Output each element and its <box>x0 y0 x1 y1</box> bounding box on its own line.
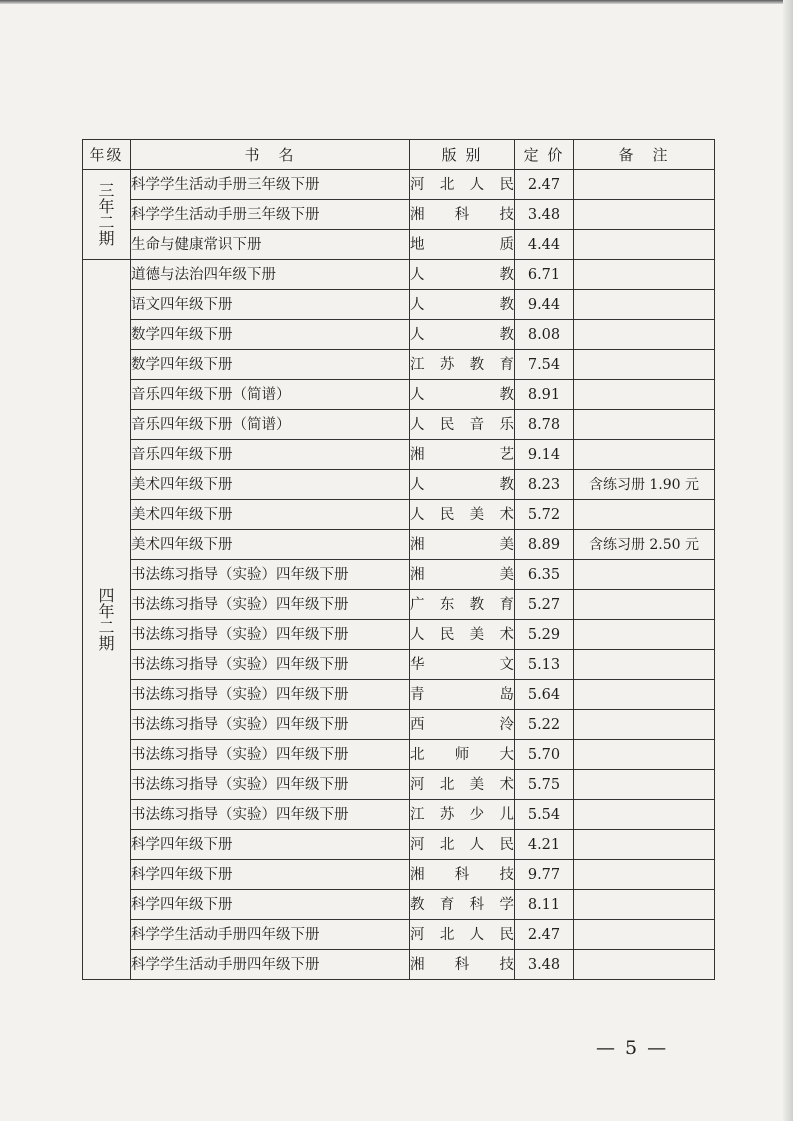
price-cell: 4.21 <box>515 830 574 860</box>
publisher-cell: 教育科学 <box>410 890 515 920</box>
title-cell: 语文四年级下册 <box>131 290 410 320</box>
table-row <box>83 560 715 590</box>
title-cell: 科学学生活动手册三年级下册 <box>131 200 410 230</box>
publisher-cell: 广东教育 <box>410 590 515 620</box>
note-cell <box>574 800 715 830</box>
price-cell: 5.72 <box>515 500 574 530</box>
note-cell: 含练习册 1.90 元 <box>574 470 715 500</box>
note-cell <box>574 590 715 620</box>
publisher-cell: 北师大 <box>410 740 515 770</box>
title-cell: 科学学生活动手册三年级下册 <box>131 170 410 200</box>
title-cell: 书法练习指导（实验）四年级下册 <box>131 590 410 620</box>
table-row <box>83 590 715 620</box>
note-cell <box>574 320 715 350</box>
title-cell: 科学四年级下册 <box>131 860 410 890</box>
title-cell: 书法练习指导（实验）四年级下册 <box>131 650 410 680</box>
textbook-price-table <box>82 139 715 980</box>
publisher-cell: 华文 <box>410 650 515 680</box>
title-cell: 书法练习指导（实验）四年级下册 <box>131 620 410 650</box>
title-cell: 音乐四年级下册（简谱） <box>131 380 410 410</box>
note-cell <box>574 860 715 890</box>
table-header-row <box>83 140 715 170</box>
header-grade: 年级 <box>83 140 131 170</box>
header-price: 定 价 <box>515 140 574 170</box>
note-cell <box>574 950 715 980</box>
page-number: — 5 — <box>596 1037 669 1059</box>
price-cell: 9.44 <box>515 290 574 320</box>
title-cell: 科学四年级下册 <box>131 830 410 860</box>
title-cell: 音乐四年级下册 <box>131 440 410 470</box>
publisher-cell: 湘美 <box>410 530 515 560</box>
publisher-cell: 人教 <box>410 380 515 410</box>
note-cell <box>574 560 715 590</box>
table-row <box>83 470 715 500</box>
header-title: 书 名 <box>131 140 410 170</box>
table-row <box>83 710 715 740</box>
title-cell: 书法练习指导（实验）四年级下册 <box>131 710 410 740</box>
table-row <box>83 500 715 530</box>
price-cell: 5.64 <box>515 680 574 710</box>
note-cell <box>574 920 715 950</box>
price-cell: 8.91 <box>515 380 574 410</box>
title-cell: 音乐四年级下册（简谱） <box>131 410 410 440</box>
title-cell: 科学学生活动手册四年级下册 <box>131 920 410 950</box>
price-cell: 3.48 <box>515 950 574 980</box>
publisher-cell: 人教 <box>410 320 515 350</box>
table-row <box>83 380 715 410</box>
scan-right-edge <box>783 0 793 1121</box>
note-cell <box>574 440 715 470</box>
price-cell: 5.70 <box>515 740 574 770</box>
grade-cell <box>83 260 131 980</box>
title-cell: 书法练习指导（实验）四年级下册 <box>131 770 410 800</box>
note-cell <box>574 650 715 680</box>
price-cell: 2.47 <box>515 920 574 950</box>
grade-label: 三年二期 <box>98 180 115 248</box>
note-cell <box>574 500 715 530</box>
note-cell <box>574 410 715 440</box>
publisher-cell: 人民美术 <box>410 500 515 530</box>
note-cell <box>574 290 715 320</box>
price-cell: 9.14 <box>515 440 574 470</box>
header-publisher: 版 别 <box>410 140 515 170</box>
price-cell: 7.54 <box>515 350 574 380</box>
title-cell: 数学四年级下册 <box>131 320 410 350</box>
table-row <box>83 350 715 380</box>
title-cell: 书法练习指导（实验）四年级下册 <box>131 560 410 590</box>
price-cell: 5.29 <box>515 620 574 650</box>
publisher-cell: 河北美术 <box>410 770 515 800</box>
title-cell: 书法练习指导（实验）四年级下册 <box>131 680 410 710</box>
note-cell <box>574 710 715 740</box>
table-row <box>83 830 715 860</box>
price-cell: 5.54 <box>515 800 574 830</box>
grade-label: 四年二期 <box>98 585 115 653</box>
table-row <box>83 620 715 650</box>
price-cell: 9.77 <box>515 860 574 890</box>
title-cell: 数学四年级下册 <box>131 350 410 380</box>
note-cell <box>574 260 715 290</box>
table-row <box>83 530 715 560</box>
publisher-cell: 江苏少儿 <box>410 800 515 830</box>
note-cell <box>574 890 715 920</box>
table-row <box>83 200 715 230</box>
publisher-cell: 湘美 <box>410 560 515 590</box>
table-row <box>83 650 715 680</box>
table-row <box>83 410 715 440</box>
price-cell: 5.22 <box>515 710 574 740</box>
table-row <box>83 800 715 830</box>
table-row <box>83 440 715 470</box>
publisher-cell: 人民音乐 <box>410 410 515 440</box>
publisher-cell: 人教 <box>410 290 515 320</box>
note-cell <box>574 620 715 650</box>
table-row <box>83 890 715 920</box>
title-cell: 道德与法治四年级下册 <box>131 260 410 290</box>
price-cell: 8.23 <box>515 470 574 500</box>
note-cell <box>574 170 715 200</box>
title-cell: 美术四年级下册 <box>131 530 410 560</box>
publisher-cell: 河北人民 <box>410 920 515 950</box>
table-row <box>83 860 715 890</box>
table-body <box>83 170 715 980</box>
publisher-cell: 人民美术 <box>410 620 515 650</box>
price-cell: 6.71 <box>515 260 574 290</box>
price-cell: 4.44 <box>515 230 574 260</box>
publisher-cell: 湘科技 <box>410 860 515 890</box>
title-cell: 美术四年级下册 <box>131 500 410 530</box>
table-row <box>83 320 715 350</box>
note-cell <box>574 770 715 800</box>
title-cell: 书法练习指导（实验）四年级下册 <box>131 800 410 830</box>
publisher-cell: 河北人民 <box>410 830 515 860</box>
scan-top-edge <box>0 0 793 4</box>
note-cell <box>574 680 715 710</box>
price-cell: 5.27 <box>515 590 574 620</box>
table-row <box>83 920 715 950</box>
title-cell: 美术四年级下册 <box>131 470 410 500</box>
publisher-cell: 江苏教育 <box>410 350 515 380</box>
table-row <box>83 290 715 320</box>
publisher-cell: 人教 <box>410 260 515 290</box>
header-note: 备 注 <box>574 140 715 170</box>
note-cell: 含练习册 2.50 元 <box>574 530 715 560</box>
note-cell <box>574 830 715 860</box>
table-row <box>83 230 715 260</box>
title-cell: 科学学生活动手册四年级下册 <box>131 950 410 980</box>
publisher-cell: 青岛 <box>410 680 515 710</box>
price-cell: 8.08 <box>515 320 574 350</box>
price-cell: 5.75 <box>515 770 574 800</box>
note-cell <box>574 350 715 380</box>
table-row <box>83 740 715 770</box>
price-cell: 3.48 <box>515 200 574 230</box>
price-cell: 8.11 <box>515 890 574 920</box>
publisher-cell: 河北人民 <box>410 170 515 200</box>
price-cell: 5.13 <box>515 650 574 680</box>
grade-cell <box>83 170 131 260</box>
price-cell: 8.89 <box>515 530 574 560</box>
publisher-cell: 西泠 <box>410 710 515 740</box>
table-row <box>83 680 715 710</box>
note-cell <box>574 200 715 230</box>
note-cell <box>574 230 715 260</box>
publisher-cell: 湘科技 <box>410 950 515 980</box>
publisher-cell: 地质 <box>410 230 515 260</box>
table-row <box>83 770 715 800</box>
price-cell: 6.35 <box>515 560 574 590</box>
note-cell <box>574 740 715 770</box>
price-cell: 2.47 <box>515 170 574 200</box>
title-cell: 科学四年级下册 <box>131 890 410 920</box>
title-cell: 书法练习指导（实验）四年级下册 <box>131 740 410 770</box>
table-row <box>83 260 715 290</box>
publisher-cell: 人教 <box>410 470 515 500</box>
publisher-cell: 湘科技 <box>410 200 515 230</box>
price-cell: 8.78 <box>515 410 574 440</box>
title-cell: 生命与健康常识下册 <box>131 230 410 260</box>
note-cell <box>574 380 715 410</box>
publisher-cell: 湘艺 <box>410 440 515 470</box>
table-row <box>83 170 715 200</box>
table-row <box>83 950 715 980</box>
